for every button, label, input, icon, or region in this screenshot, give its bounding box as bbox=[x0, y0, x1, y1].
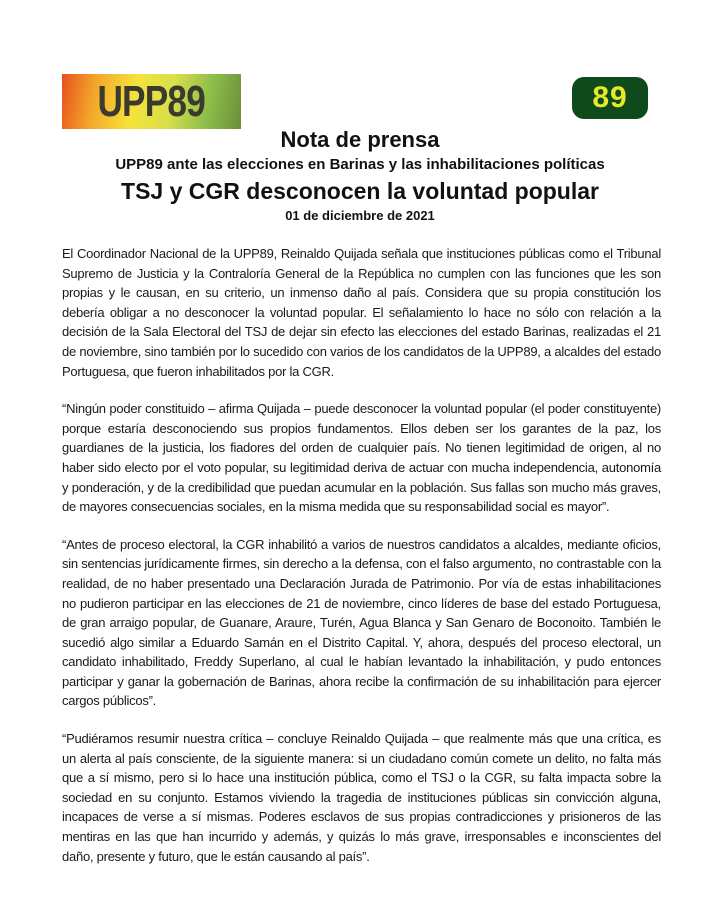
paragraph: El Coordinador Nacional de la UPP89, Reinaldo Quijada señala que instituciones públicas como el Tribunal Supremo de Justicia y la Contraloría General de la República no cumplen con las funciones que les son propias y le causan, en su criterio, un inmenso daño al país. Considera que su propia constitución los debería obligar a no desconocer la voluntad popular. El señalamiento lo hace no sólo con relación a la decisión de la Sala Electoral del TSJ de dejar sin efecto las elecciones del estado Barinas, realizadas el 21 de noviembre, sino también por lo sucedido con varios de los candidatos de la UPP89, a alcaldes del estado Portuguesa, que fueron inhabilitados por la CGR. bbox=[62, 246, 661, 379]
89-logo-text: 89 bbox=[592, 81, 628, 114]
document-body bbox=[62, 244, 661, 884]
document-subtitle: UPP89 ante las elecciones en Barinas y las inhabilitaciones políticas bbox=[115, 156, 605, 173]
89-logo bbox=[572, 77, 648, 119]
paragraph: “Ningún poder constituido – afirma Quijada – puede desconocer la voluntad popular (el poder constituyente) porque estaría desconociendo sus propios fundamentos. Ellos deben ser los garantes de la paz, los guardianes de la justicia, los fiadores del orden de cualquier país. No tienen legitimidad de origen, al no haber sido electo por el voto popular, su legitimidad deriva de actuar con mucha independencia, autonomía y ponderación, y de la credibilidad que puedan acumular en la población. Sus fallas son mucho más graves, de mayores consecuencias sociales, en la misma medida que su responsabilidad social es mayor”. bbox=[62, 401, 661, 515]
document-date: 01 de diciembre de 2021 bbox=[285, 208, 435, 223]
paragraph: “Pudiéramos resumir nuestra crítica – concluye Reinaldo Quijada – que realmente más que una crítica, es un alerta al país consciente, de la siguiente manera: si un ciudadano común comete un delito, no falta más que a sí mismo, pero si lo hace una institución pública, como el TSJ o la CGR, su falta impacta sobre la sociedad en su conjunto. Estamos viviendo la tragedia de instituciones públicas sin convicción alguna, incapaces de verse a sí mismas. Poderes esclavos de sus propias contradicciones y prisioneros de las mentiras en las que han incurrido y además, y quizás lo más grave, irresponsables e inconscientes del daño, presente y futuro, que le están causando al país”. bbox=[62, 731, 661, 864]
upp89-logo-text: UPP89 bbox=[97, 76, 206, 126]
upp89-logo bbox=[62, 74, 241, 129]
document-headline: TSJ y CGR desconocen la voluntad popular bbox=[121, 178, 599, 204]
paragraph: “Antes de proceso electoral, la CGR inhabilitó a varios de nuestros candidatos a alcaldes, mediante oficios, sin sentencias jurídicamente firmes, sin derecho a la defensa, con el falso argumento, no contrastable con la realidad, de no haber presentado una Declaración Jurada de Patrimonio. Por vía de estas inhabilitaciones no pudieron participar en las elecciones de 21 de noviembre, cinco líderes de base del estado Portuguesa, de gran arraigo popular, de Guanare, Araure, Turén, Agua Blanca y San Genaro de Boconoito. También le sucedió algo similar a Eduardo Samán en el Distrito Capital. Y, ahora, después del proceso electoral, un candidato inhabilitado, Freddy Superlano, al cual le habían levantado la inhabilitación, y pudo entonces participar y ganar la gobernación de Barinas, ahora recibe la confirmación de su inhabilitación para ejercer cargos públicos”. bbox=[62, 536, 661, 709]
document-title: Nota de prensa bbox=[280, 127, 440, 152]
